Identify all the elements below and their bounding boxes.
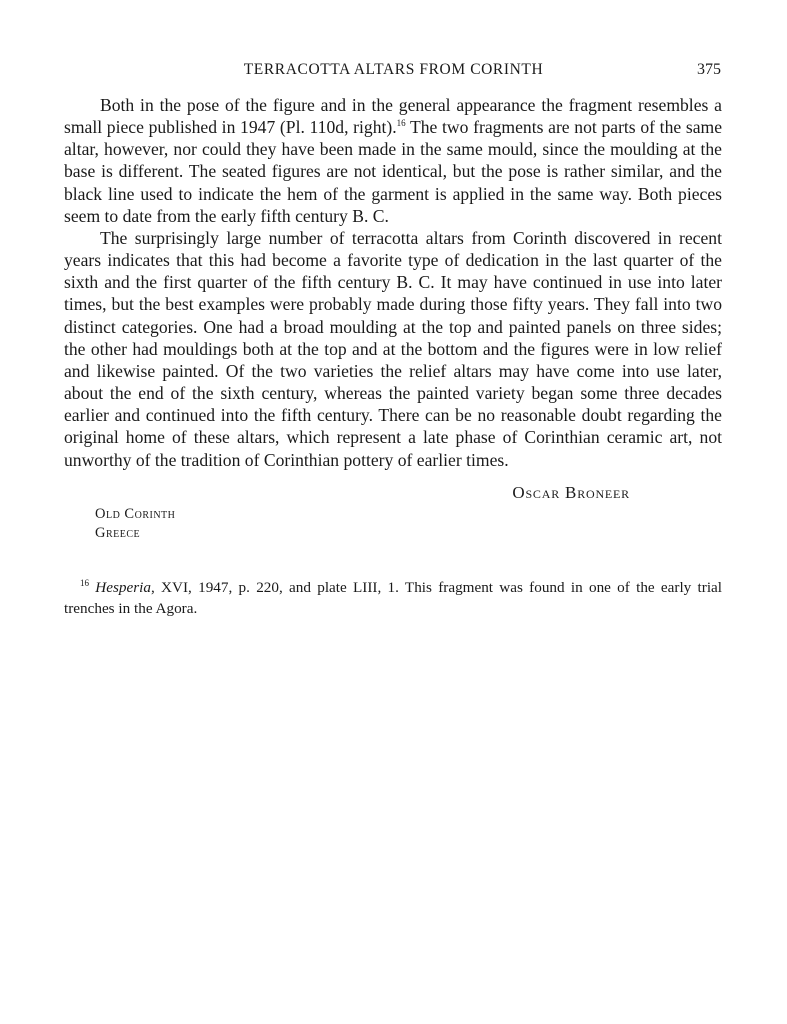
affiliation-city: Old Corinth (95, 506, 176, 522)
era-abbreviation: B. C. (352, 205, 389, 226)
paragraph-2: The surprisingly large number of terracotta altars from Corinth discovered in recent years indicates that this had become a favorite type of dedication in the last quarter of the sixth and the first quarter of the fifth century B. C. It may have continued in use into later times, but the best examples were probably made during those fifty years. They fall into two distinct categories. One had a broad moulding at the top and painted panels on three sides; the other had mouldings both at the top and at the bottom and the figures were in low relief and likewise painted. Of the two varieties the relief altars may have come into use later, about the end of the sixth century, whereas the painted variety began some three decades earlier and continued into the fifth century. There can be no reasonable doubt regarding the original home of these altars, which represent a late phase of Corinthian ceramic art, not unworthy of the tradition of Corinthian pottery of earlier times. (64, 227, 722, 470)
author-signature: Oscar Broneer (512, 483, 630, 502)
footnote-16 (64, 578, 722, 619)
page-header (0, 61, 787, 83)
paragraph-1-text-a: Both in the pose of the figure and in the general appearance the fragment resembles a small piece published in 1947 (Pl. 110d, right). (64, 95, 722, 138)
paragraph-1-text-b: The two fragments are not parts of the same altar, however, nor could they have been made in the same mould, since the moulding at the base is different. The seated figures are not identical, but the pose is rather similar, and the black line used to indicate the hem of the garment is applied in the same way. Both pieces seem to date from the early fifth century (64, 117, 722, 226)
article-body (64, 94, 722, 471)
footnote-number: 16 (80, 578, 89, 588)
footnote-reference: 16 (396, 118, 406, 129)
author-affiliation (95, 505, 175, 543)
footnote-journal: Hesperia (95, 579, 151, 596)
page-number: 375 (697, 61, 721, 78)
footnote-text: , XVI, 1947, p. 220, and plate LIII, 1. This fragment was found in one of the early trial trenches in the Agora. (64, 579, 722, 617)
running-title: TERRACOTTA ALTARS FROM CORINTH (243, 61, 544, 78)
paragraph-1 (64, 94, 722, 227)
affiliation-country: Greece (95, 525, 141, 541)
